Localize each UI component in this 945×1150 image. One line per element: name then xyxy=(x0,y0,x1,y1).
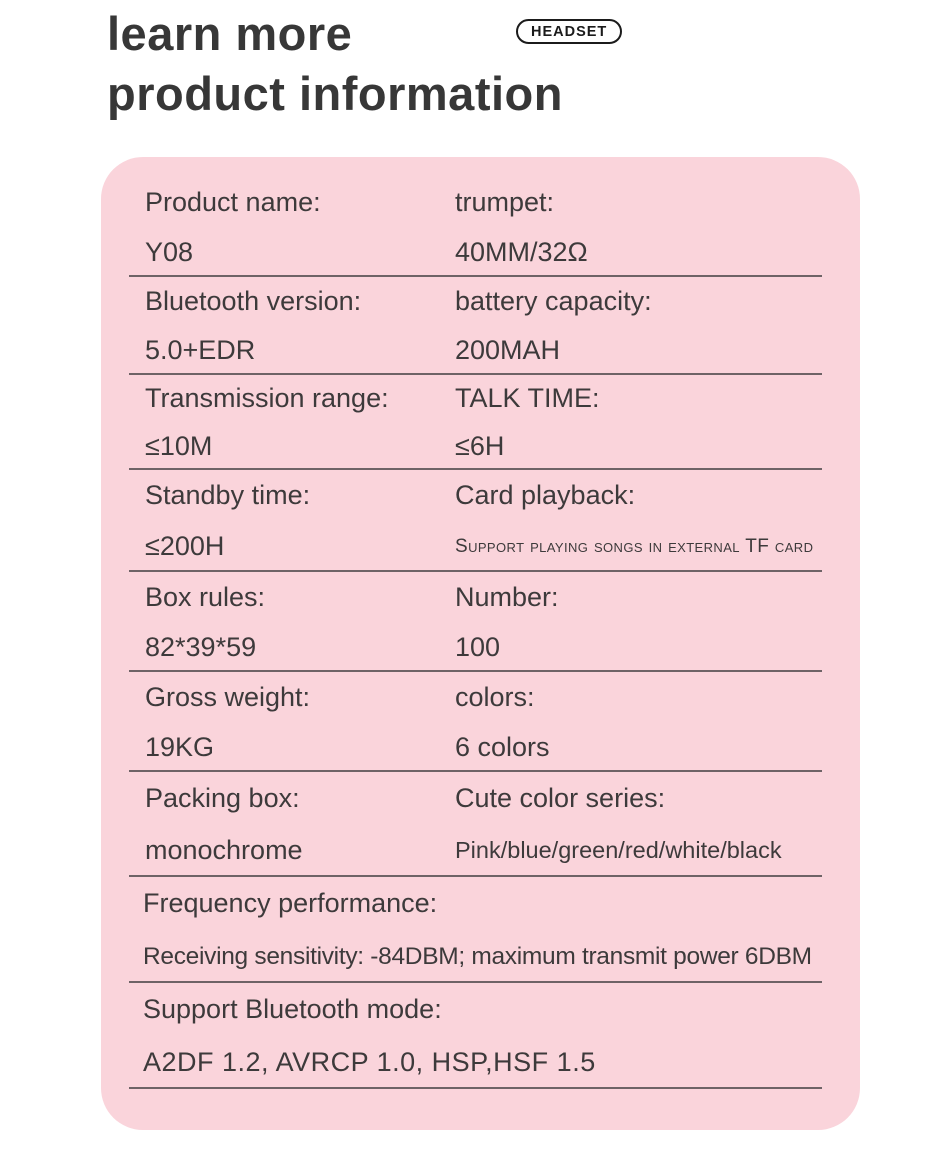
spec-value: 200MAH xyxy=(455,335,561,365)
spec-section-box-rules xyxy=(101,572,860,672)
headset-badge-label: HEADSET xyxy=(531,23,608,40)
divider xyxy=(129,1087,822,1089)
spec-section-product-name xyxy=(101,177,860,277)
spec-value: Y08 xyxy=(145,236,194,267)
spec-label: colors: xyxy=(455,681,535,712)
spec-value: 19KG xyxy=(145,731,215,762)
spec-section-transmission-range xyxy=(101,375,860,470)
spec-section-gross-weight xyxy=(101,672,860,772)
spec-label: trumpet: xyxy=(455,186,555,217)
spec-value: Support playing songs in external TF card xyxy=(455,535,814,557)
spec-label: Packing box: xyxy=(145,782,300,813)
spec-label: Bluetooth version: xyxy=(145,286,362,316)
spec-label: Card playback: xyxy=(455,480,636,510)
spec-label: battery capacity: xyxy=(455,286,652,316)
spec-section-frequency-performance xyxy=(101,877,860,983)
spec-value: 82*39*59 xyxy=(145,631,257,662)
spec-value: ≤10M xyxy=(145,430,213,461)
spec-section-bluetooth-version xyxy=(101,277,860,375)
spec-label: Number: xyxy=(455,581,559,612)
page-title-line2: product information xyxy=(107,67,563,120)
spec-value: A2DF 1.2, AVRCP 1.0, HSP,HSF 1.5 xyxy=(143,1047,596,1077)
spec-label: Standby time: xyxy=(145,480,311,510)
spec-label: TALK TIME: xyxy=(455,383,600,414)
page-title-line1: learn more xyxy=(107,7,353,60)
spec-section-bluetooth-mode xyxy=(101,983,860,1089)
spec-panel xyxy=(101,157,860,1130)
spec-label: Frequency performance: xyxy=(143,888,438,918)
page-title xyxy=(107,4,563,124)
headset-badge xyxy=(516,19,622,44)
spec-value: 40MM/32Ω xyxy=(455,236,588,267)
spec-value: monochrome xyxy=(145,835,303,866)
spec-value: 6 colors xyxy=(455,731,550,762)
spec-section-standby-time xyxy=(101,470,860,572)
spec-label: Support Bluetooth mode: xyxy=(143,994,442,1024)
spec-value: ≤200H xyxy=(145,531,225,561)
spec-label: Box rules: xyxy=(145,581,266,612)
spec-label: Gross weight: xyxy=(145,681,311,712)
spec-label: Transmission range: xyxy=(145,383,389,414)
spec-label: Product name: xyxy=(145,186,321,217)
spec-label: Cute color series: xyxy=(455,782,666,813)
spec-value: 100 xyxy=(455,631,501,662)
spec-value: Pink/blue/green/red/white/black xyxy=(455,837,782,864)
spec-value: 5.0+EDR xyxy=(145,335,256,365)
spec-value: ≤6H xyxy=(455,430,505,461)
spec-section-packing-box xyxy=(101,772,860,877)
spec-value: Receiving sensitivity: -84DBM; maximum transmit power 6DBM xyxy=(143,942,812,970)
